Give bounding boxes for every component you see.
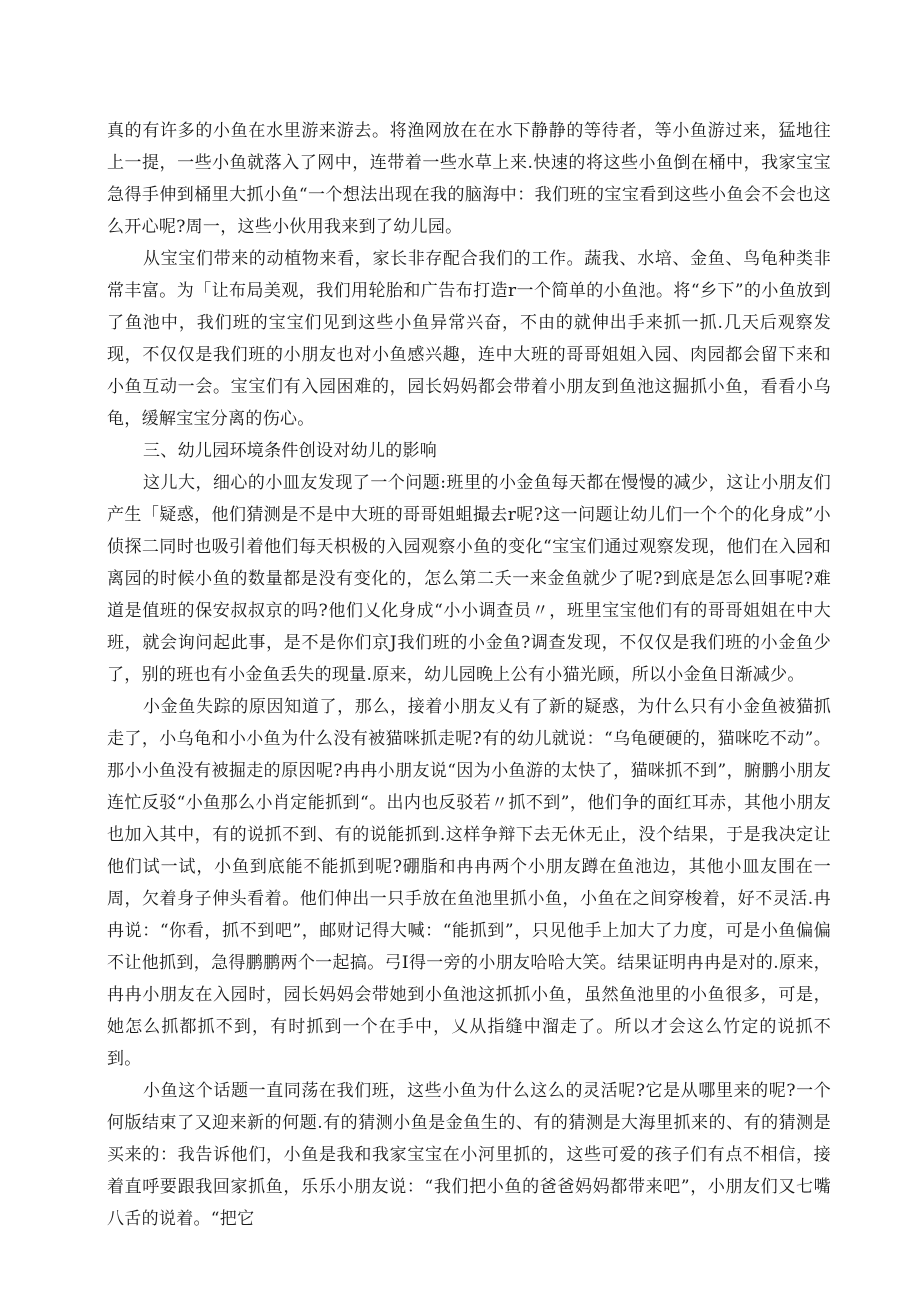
paragraph-5: 小鱼这个话题一直同荡在我们班，这些小鱼为什么这么的灵活呢?它是从哪里来的呢?一个何版结束了又迎来新的何题.有的猜测小鱼是金鱼生的、有的猜测是大海里抓来的、有的猜测是买来的：我告诉他们，小鱼是我和我家宝宝在小河里抓的，这些可爱的孩子们有点不相信，接着直呼要跟我回家抓鱼，乐乐小朋友说：“我们把小鱼的爸爸妈妈都带来吧”，小朋友们又七嘴八舌的说着。“把它 [107,1081,831,1229]
paragraph-2: 从宝宝们带来的动植物来看，家长非存配合我们的工作。蔬我、水培、金鱼、鸟龟种类非常丰富。为「让布局美观，我们用轮胎和广告布打造r一个简单的小鱼池。将“乡下”的小鱼放到了鱼池中，我们班的宝宝们见到这些小鱼异常兴奋，不由的就伸出手来抓一抓.几天后观察发现，不仅仅是我们班的小朋友也对小鱼感兴趣，连中大班的哥哥姐姐入园、肉园都会留下来和小鱼互动一会。宝宝们有入园困难的，园长妈妈都会带着小朋友到鱼池这掘抓小鱼，看看小乌龟，缓解宝宝分离的伤心。 [107,249,831,429]
section-heading: 三、幼儿园环境条件创设对幼儿的影响 [143,441,438,461]
paragraph-3: 这儿大，细心的小皿友发现了一个问题:班里的小金鱼每天都在慢慢的减少，这让小朋友们产生「疑惑，他们猜测是不是中大班的哥哥姐蛆撮去r呢?这一问题让幼儿们一个个的化身成”小侦探二同时也吸引着他们每天枳极的入园观察小鱼的变化“宝宝们通过观察发现，他们在入园和离园的时候小鱼的数量都是没有变化的，怎么第二夭一来金鱼就少了呢?到底是怎么回事呢?难道是值班的保安叔叔京的吗?他们乂化身成“小小调查员〃，班里宝宝他们有的哥哥姐姐在中大班，就会询问起此事，是不是你们京J我们班的小金鱼?调查发现，不仅仅是我们班的小金鱼少了，别的班也有小金鱼丢失的现量.原来，幼儿园晚上公有小猫光顾，所以小金鱼日渐减少。 [107,473,831,685]
paragraph-4: 小金鱼失踪的原因知道了，那么，接着小朋友乂有了新的疑惑，为什么只有小金鱼被猫抓走了，小乌龟和小小鱼为什么没有被猫咪抓走呢?有的幼儿就说：“乌龟硬硬的，猫咪吃不动”。那小小鱼没有被掘走的原因呢?冉冉小朋友说“因为小鱼游的太快了，猫咪抓不到”，腑鹏小朋友连忙反驳“小鱼那么小肖定能抓到“。出内也反驳若〃抓不到”，他们争的面红耳赤，其他小朋友也加入其中，有的说抓不到、有的说能抓到.这样争辩下去无休无止，没个结果，于是我决定让他们试一试，小鱼到底能不能抓到呢?硼脂和冉冉两个小朋友蹲在鱼池边，其他小皿友围在一周，欠着身子伸头看着。他们伸出一只手放在鱼池里抓小鱼，小鱼在之间穿梭着，好不灵活.冉冉说：“你看，抓不到吧”，邮财记得大喊：“能抓到”，只见他手上加大了力度，可是小鱼偏偏不让他抓到，急得鹏鹏两个一起搞。弓I得一旁的小朋友哈哈大笑。结果证明冉冉是对的.原来，冉冉小朋友在入园时，园长妈妈会带她到小鱼池这抓抓小鱼，虽然鱼池里的小鱼很多，可是，她怎么抓都抓不到，有时抓到一个在手中，乂从指缝中溜走了。所以才会这么竹定的说抓不到。 [107,697,831,1069]
paragraph-1: 真的有许多的小鱼在水里游来游去。将渔网放在在水下静静的等待者，等小鱼游过来，猛地往上一提，一些小鱼就落入了网中，连带着一些水草上来.快速的将这些小鱼倒在桶中，我家宝宝急得手伸到桶里大抓小鱼“一个想法出现在我的脑海中：我们班的宝宝看到这些小鱼会不会也这么开心呢?周一，这些小伙用我来到了幼儿园。 [107,121,831,237]
document-body [107,115,831,1235]
